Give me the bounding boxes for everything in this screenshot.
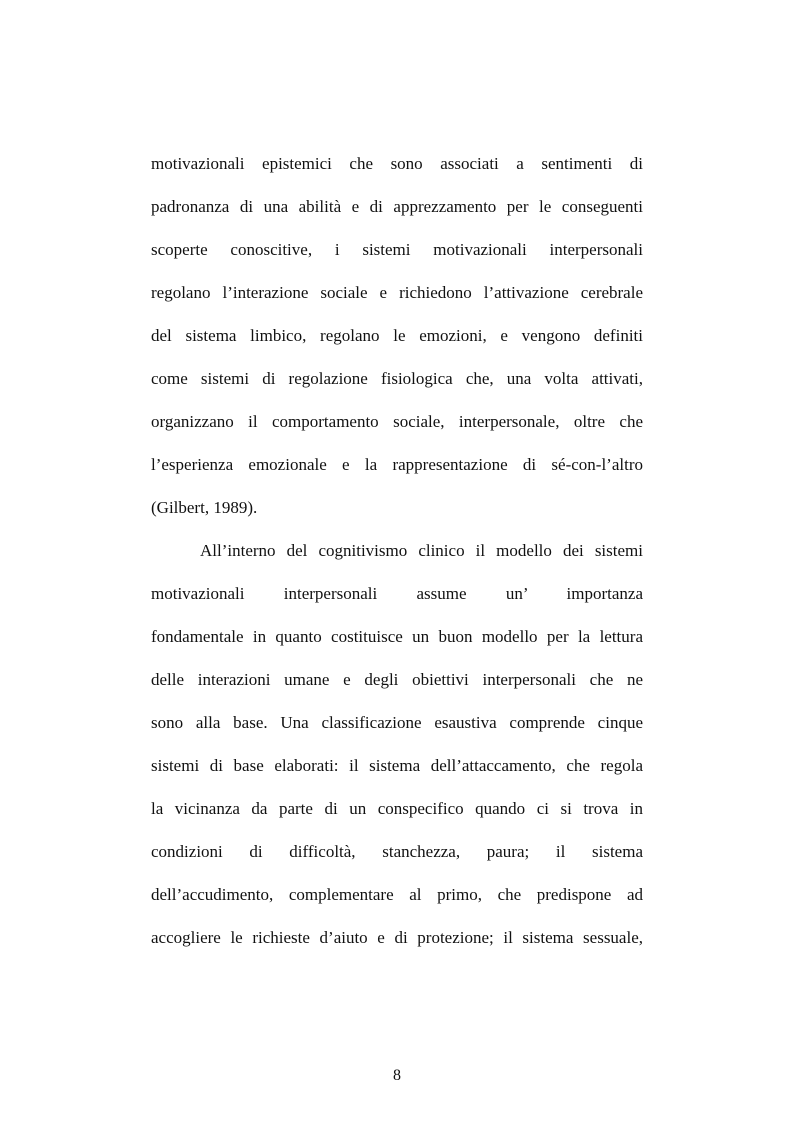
text-line: sistemi di base elaborati: il sistema dell’attaccamento, che regola [151, 756, 643, 775]
text-line: padronanza di una abilità e di apprezzamento per le conseguenti [151, 197, 643, 216]
text-line: dell’accudimento, complementare al primo, che predispone ad [151, 885, 643, 904]
paragraph-1 [151, 150, 643, 537]
text-line: scoperte conoscitive, i sistemi motivazionali interpersonali [151, 240, 643, 259]
paragraph-2 [151, 537, 643, 967]
text-line: All’interno del cognitivismo clinico il modello dei sistemi [200, 541, 643, 560]
page-number: 8 [393, 1067, 401, 1084]
text-line: delle interazioni umane e degli obiettivi interpersonali che ne [151, 670, 643, 689]
text-line: regolano l’interazione sociale e richiedono l’attivazione cerebrale [151, 283, 643, 302]
text-line: (Gilbert, 1989). [151, 498, 258, 517]
text-line: come sistemi di regolazione fisiologica che, una volta attivati, [151, 369, 643, 388]
text-line: condizioni di difficoltà, stanchezza, paura; il sistema [151, 842, 643, 861]
text-line: la vicinanza da parte di un conspecifico quando ci si trova in [151, 799, 643, 818]
text-line: organizzano il comportamento sociale, interpersonale, oltre che [151, 412, 643, 431]
text-line: motivazionali epistemici che sono associati a sentimenti di [151, 154, 643, 173]
text-line: sono alla base. Una classificazione esaustiva comprende cinque [151, 713, 643, 732]
text-line: accogliere le richieste d’aiuto e di protezione; il sistema sessuale, [151, 928, 643, 947]
text-line: l’esperienza emozionale e la rappresentazione di sé-con-l’altro [151, 455, 643, 474]
text-line: fondamentale in quanto costituisce un buon modello per la lettura [151, 627, 643, 646]
text-line: motivazionali interpersonali assume un’ importanza [151, 584, 643, 603]
body-text [151, 150, 643, 967]
text-line: del sistema limbico, regolano le emozioni, e vengono definiti [151, 326, 643, 345]
